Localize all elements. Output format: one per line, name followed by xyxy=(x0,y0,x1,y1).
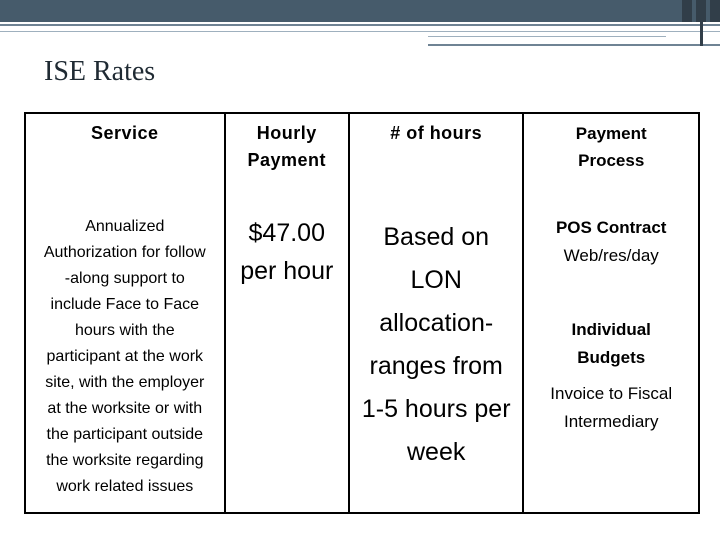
service-line: work related issues xyxy=(56,478,194,495)
hours-line: allocation- xyxy=(379,309,494,337)
individual-label: Individual xyxy=(571,320,651,339)
service-line: the participant outside xyxy=(46,426,204,443)
rate-cell xyxy=(225,208,349,513)
top-banner-blocks xyxy=(678,0,720,22)
header-num-hours-label: # of hours xyxy=(390,123,483,143)
table-row xyxy=(25,208,699,513)
service-line: site, with the employer xyxy=(45,374,205,391)
decor-line xyxy=(0,31,720,32)
hours-line: LON xyxy=(410,266,462,294)
decor-line xyxy=(0,24,720,26)
header-payment-label: Payment xyxy=(247,150,327,170)
header-payment-process-label: Payment xyxy=(575,124,647,143)
decor-line xyxy=(700,0,703,46)
service-line: include Face to Face xyxy=(50,296,200,313)
pos-contract-label: POS Contract xyxy=(555,218,667,237)
hours-line: ranges from xyxy=(369,352,503,380)
rate-unit: per hour xyxy=(240,257,334,285)
decor-line xyxy=(428,44,720,46)
decor-line xyxy=(428,36,666,37)
rate-amount: $47.00 xyxy=(248,219,325,247)
service-line: participant at the work xyxy=(46,348,204,365)
service-line: -along support to xyxy=(64,270,185,287)
header-hourly-label: Hourly xyxy=(256,123,317,143)
service-line: Authorization for follow xyxy=(43,244,206,261)
service-line: at the worksite or with xyxy=(47,400,203,417)
hours-cell xyxy=(349,208,524,513)
hours-line: 1-5 hours per xyxy=(361,395,511,423)
rates-table xyxy=(24,112,700,514)
intermediary-label: Intermediary xyxy=(563,412,659,431)
payment-process-cell xyxy=(523,208,699,513)
hours-line: Based on xyxy=(383,223,490,251)
hours-line: week xyxy=(407,438,466,466)
budgets-label: Budgets xyxy=(577,348,646,367)
service-cell xyxy=(25,208,225,513)
service-line: hours with the xyxy=(74,322,175,339)
header-hourly-payment xyxy=(225,113,349,208)
header-service xyxy=(25,113,225,208)
table-header-row xyxy=(25,113,699,208)
header-payment-process xyxy=(523,113,699,208)
header-num-hours xyxy=(349,113,524,208)
header-service-label: Service xyxy=(91,123,159,143)
service-line: the worksite regarding xyxy=(46,452,204,469)
invoice-label: Invoice to Fiscal xyxy=(550,384,673,403)
service-line: Annualized xyxy=(85,218,165,235)
web-res-day-label: Web/res/day xyxy=(563,246,659,265)
top-banner xyxy=(0,0,720,22)
slide-title: ISE Rates xyxy=(44,56,156,87)
header-process-label: Process xyxy=(578,151,645,170)
